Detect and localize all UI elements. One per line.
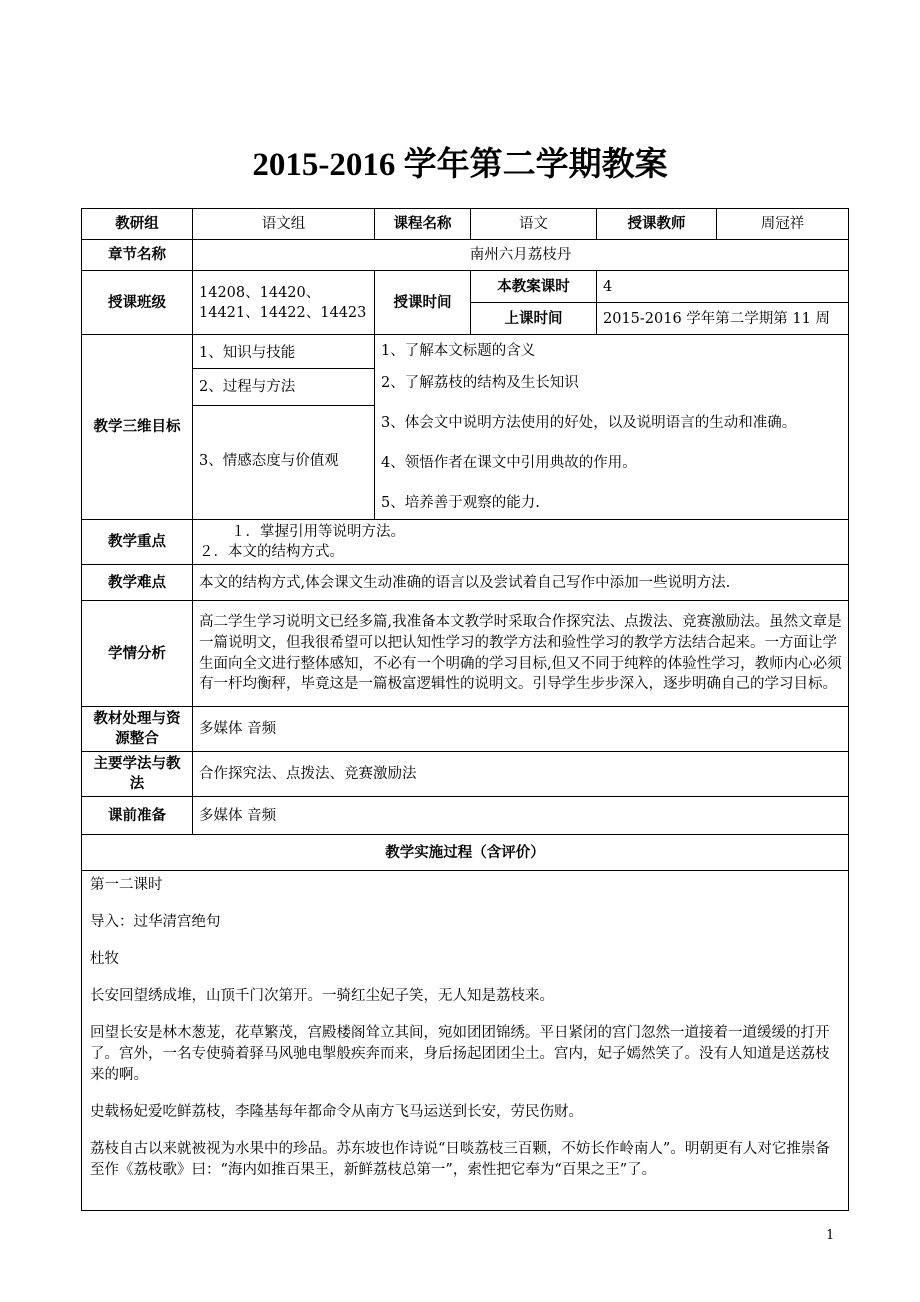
hours-value: 4 (597, 271, 849, 303)
goal-item: 4、领悟作者在课文中引用典故的作用。 (381, 455, 637, 471)
course-value: 语文 (471, 209, 597, 240)
prep-label: 课前准备 (82, 797, 193, 835)
class-value: 14208、14420、14421、14422、14423 (193, 271, 375, 335)
materials-label: 教材处理与资源整合 (82, 707, 193, 752)
date-value: 2015-2016 学年第二学期第 11 周 (597, 303, 849, 335)
goal-items (375, 335, 849, 520)
key-point: １．掌握引用等说明方法。 (231, 524, 405, 540)
goal-dimension: 2、过程与方法 (193, 369, 374, 406)
page-number: 1 (826, 1228, 835, 1243)
process-body (82, 871, 849, 1211)
process-paragraph: 回望长安是林木葱茏，花草繁茂，宫殿楼阁耸立其间，宛如团团锦绣。平日紧闭的宫门忽然一道接着一道缓缓的打开了。宫外，一名专使骑着驿马风驰电掣般疾奔而来，身后扬起团团尘土。宫内，妃子嫣然笑了。没有人知道是送荔枝来的啊。 (90, 1025, 830, 1084)
goal-item: 1、了解本文标题的含义 (381, 343, 536, 359)
chapter-value: 南州六月荔枝丹 (193, 240, 849, 271)
key-points-value (193, 520, 849, 565)
dept-label: 教研组 (82, 209, 193, 240)
chapter-label: 章节名称 (82, 240, 193, 271)
teacher-value: 周冠祥 (717, 209, 849, 240)
course-label: 课程名称 (375, 209, 471, 240)
analysis-value: 高二学生学习说明文已经多篇,我准备本文教学时采取合作探究法、点拨法、竞赛激励法。虽然文章是一篇说明文，但我很希望可以把认知性学习的教学方法和验性学习的教学方法结合起来。一方面让学生面向全文进行整体感知，不必有一个明确的学习目标,但又不同于纯粹的体验性学习，教师内心必须有一杆均衡秤，毕竟这是一篇极富逻辑性的说明文。引导学生步步深入，逐步明确自己的学习目标。 (193, 601, 849, 707)
key-point: ２．本文的结构方式。 (199, 544, 344, 560)
dept-value: 语文组 (193, 209, 375, 240)
process-paragraph: 荔枝自古以来就被视为水果中的珍品。苏东坡也作诗说“日啖荔枝三百颗，不妨长作岭南人”。明朝更有人对它推崇备至作《荔枝歌》曰：“海内如推百果王，新鲜荔枝总第一”，索性把它奉为“百果之王”了。 (90, 1141, 830, 1179)
difficulties-label: 教学难点 (82, 565, 193, 601)
goals-label: 教学三维目标 (82, 335, 193, 520)
materials-value: 多媒体 音频 (193, 707, 849, 752)
lesson-plan-table (81, 208, 849, 1211)
prep-value: 多媒体 音频 (193, 797, 849, 835)
goal-dimension: 1、知识与技能 (199, 344, 296, 361)
process-paragraph: 导入：过华清宫绝句 (90, 914, 221, 931)
process-paragraph: 第一二课时 (90, 877, 163, 893)
date-label: 上课时间 (471, 303, 597, 335)
goal-item: 3、体会文中说明方法使用的好处，以及说明语言的生动和准确。 (381, 415, 797, 431)
hours-label: 本教案课时 (471, 271, 597, 303)
time-label: 授课时间 (375, 271, 471, 335)
goal-item: 5、培养善于观察的能力. (381, 495, 540, 511)
methods-label: 主要学法与教法 (82, 752, 193, 797)
teacher-label: 授课教师 (597, 209, 717, 240)
methods-value: 合作探究法、点拨法、竞赛激励法 (193, 752, 849, 797)
goal-item: 2、了解荔枝的结构及生长知识 (381, 375, 579, 391)
process-paragraph: 史载杨妃爱吃鲜荔枝，李隆基每年都命令从南方飞马运送到长安，劳民伤财。 (90, 1104, 583, 1121)
class-label: 授课班级 (82, 271, 193, 335)
analysis-label: 学情分析 (82, 601, 193, 707)
goal-dimension: 3、情感态度与价值观 (193, 406, 374, 517)
page-title: 2015-2016 学年第二学期教案 (252, 147, 668, 183)
process-heading: 教学实施过程（含评价） (82, 835, 849, 871)
process-paragraph: 杜牧 (90, 951, 119, 968)
difficulties-value: 本文的结构方式,体会课文生动准确的语言以及尝试着自己写作中添加一些说明方法. (193, 565, 849, 601)
key-points-label: 教学重点 (82, 520, 193, 565)
process-paragraph: 长安回望绣成堆，山顶千门次第开。一骑红尘妃子笑，无人知是荔枝来。 (90, 988, 554, 1005)
goal-dimensions (193, 335, 375, 520)
